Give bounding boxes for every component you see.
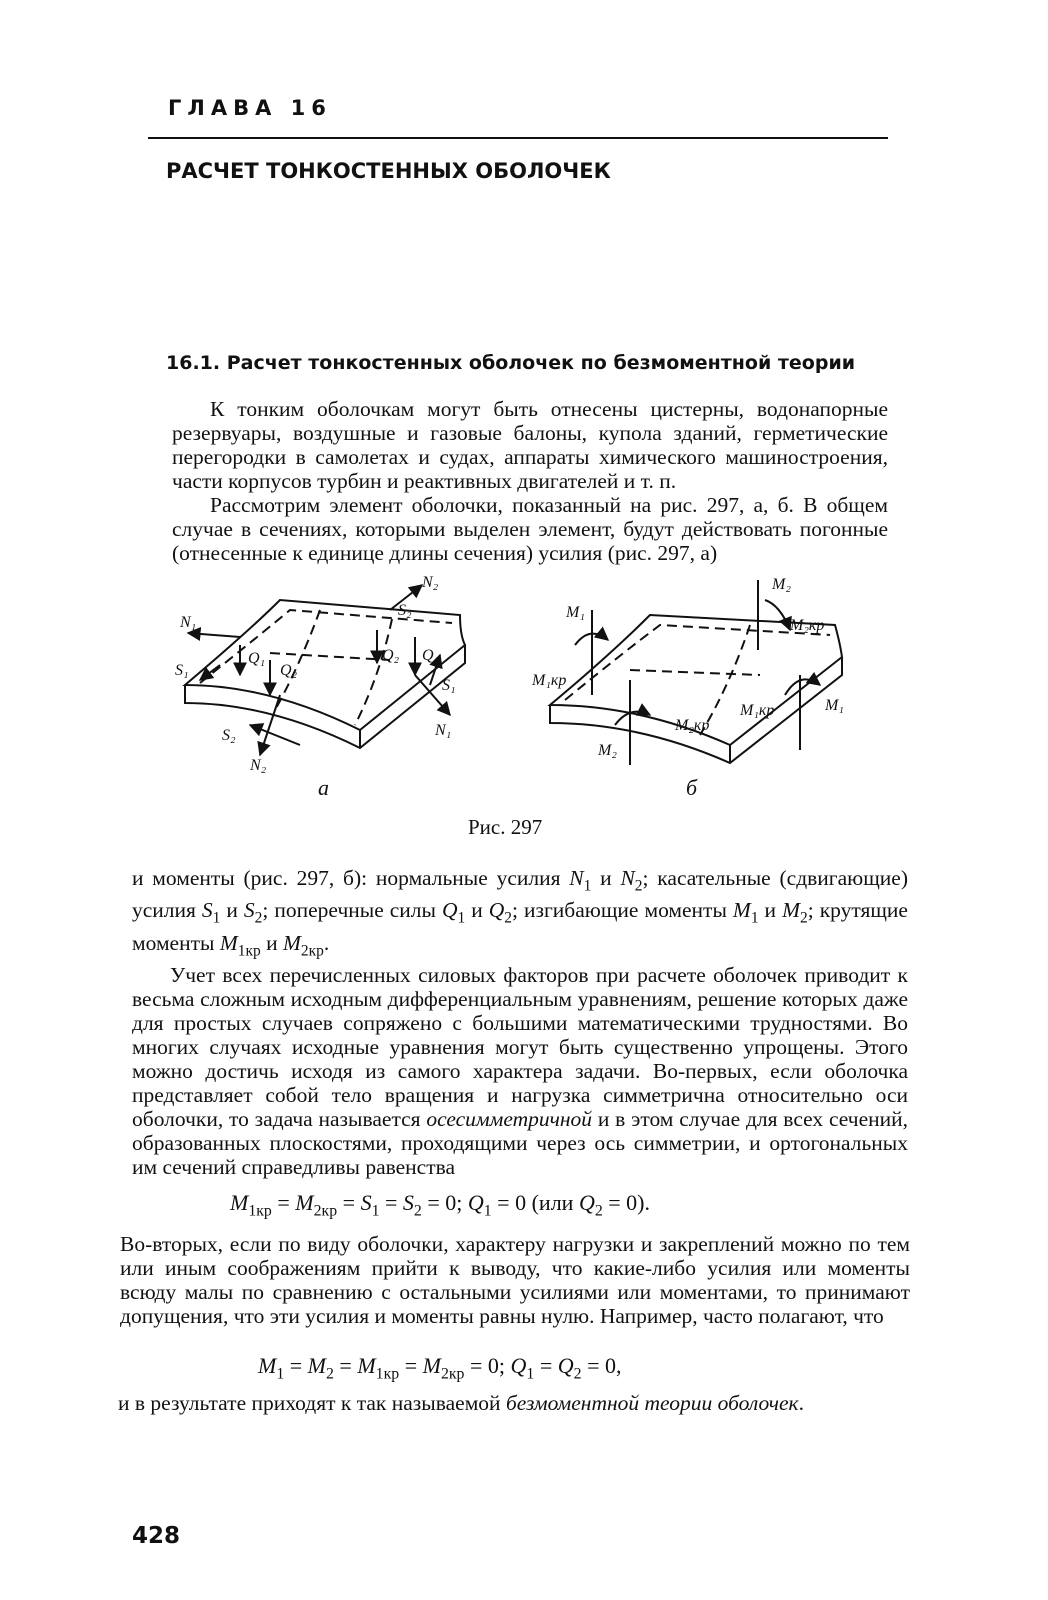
figure-letter-a: а (318, 775, 329, 800)
paragraph-4: Учет всех перечисленных силовых факторов при расчете оболочек приводит к весьма сложным исходным дифференциальным уравнениям, решение которых даже для простых случаев сопряжено с большими математическими трудностями. Во многих случаях исходные уравнения могут быть существенно упрощены. Этого можно достичь исходя из самого характера задачи. Во-первых, если оболочка представляет собой тело вращения и нагрузка симметрична относительно оси оболочки, то задача называется осесимметричной и в этом случае для всех сечений, образованных плоскостями, проходящими через ось симметрии, и ортогональных им сечений справедливы равенства (132, 962, 909, 1179)
svg-text:M₂: M₂ (598, 742, 617, 759)
svg-text:Q₂: Q₂ (382, 647, 400, 664)
svg-text:Q₁: Q₁ (422, 647, 440, 664)
svg-text:M₂кр: M₂кр (675, 717, 710, 734)
svg-text:M₂кр: M₂кр (790, 617, 825, 634)
chapter-rule (148, 137, 888, 139)
figure-297 (160, 575, 900, 795)
svg-text:M₂: M₂ (772, 576, 791, 593)
paragraph-6: и в результате приходят к так называемой безмоментной теории оболочек. (118, 1391, 804, 1415)
formula-1: $M_{1кр} = M_{2кр} = S_1 = S_2 = 0$; $Q_1 = 0$ (или $Q_2 = 0$). (230, 1190, 650, 1220)
paragraph-intro (172, 397, 888, 565)
svg-text:S₂: S₂ (398, 602, 412, 619)
page-number: 428 (132, 1523, 181, 1549)
chapter-title: РАСЧЕТ ТОНКОСТЕННЫХ ОБОЛОЧЕК (166, 159, 611, 183)
svg-text:N₁: N₁ (180, 614, 197, 631)
svg-text:M₁: M₁ (566, 604, 585, 621)
shell-element-b (550, 580, 842, 765)
svg-text:M₁кр: M₁кр (740, 702, 775, 719)
section-title: 16.1. Расчет тонкостенных оболочек по безмоментной теории (166, 352, 856, 374)
paragraph-continued (132, 866, 908, 1179)
svg-text:S₁: S₁ (442, 677, 456, 694)
paragraph-1: К тонким оболочкам могут быть отнесены цистерны, водонапорные резервуары, воздушные и газовые балоны, купола зданий, герметические перегородки в самолетах и судах, аппараты химического машиностроения, части корпусов турбин и реактивных двигателей и т. п. (172, 397, 888, 493)
svg-text:Q₁: Q₁ (248, 650, 266, 667)
svg-text:M₁кр: M₁кр (532, 672, 567, 689)
svg-text:N₁: N₁ (435, 722, 452, 739)
svg-text:M₁: M₁ (825, 697, 844, 714)
figure-caption: Рис. 297 (468, 815, 543, 839)
formula-2: $M_1 = M_2 = M_{1кр} = M_{2кр} = 0$; $Q_1 = Q_2 = 0$, (258, 1353, 622, 1383)
svg-text:N₂: N₂ (250, 757, 267, 774)
svg-text:S₂: S₂ (222, 727, 236, 744)
svg-text:Q₂: Q₂ (280, 662, 298, 679)
paragraph-2: Рассмотрим элемент оболочки, показанный на рис. 297, а, б. В общем случае в сечениях, которыми выделен элемент, будут действовать погонные (отнесенные к единице длины сечения) усилия (рис. 297, а) (172, 493, 888, 565)
paragraph-5: Во-вторых, если по виду оболочки, характеру нагрузки и закреплений можно по тем или иным соображениям прийти к выводу, что какие-либо усилия или моменты всюду малы по сравнению с остальными усилиями или моментами, то принимают допущения, что эти усилия и моменты равны нулю. Например, часто полагают, что (120, 1232, 910, 1328)
svg-text:S₁: S₁ (175, 662, 189, 679)
chapter-label: ГЛАВА 16 (168, 96, 332, 120)
figure-letter-b: б (686, 775, 698, 800)
svg-text:N₂: N₂ (422, 575, 439, 591)
paragraph-3: и моменты (рис. 297, б): нормальные усилия $N_1$ и $N_2$; касательные (сдвигающие) усилия $S_1$ и $S_2$; поперечные силы $Q_1$ и $Q_2$; изгибающие моменты $M_1$ и $M_2$; крутящие моменты $M_{1кр}$ и $M_{2кр}$. (132, 866, 908, 959)
